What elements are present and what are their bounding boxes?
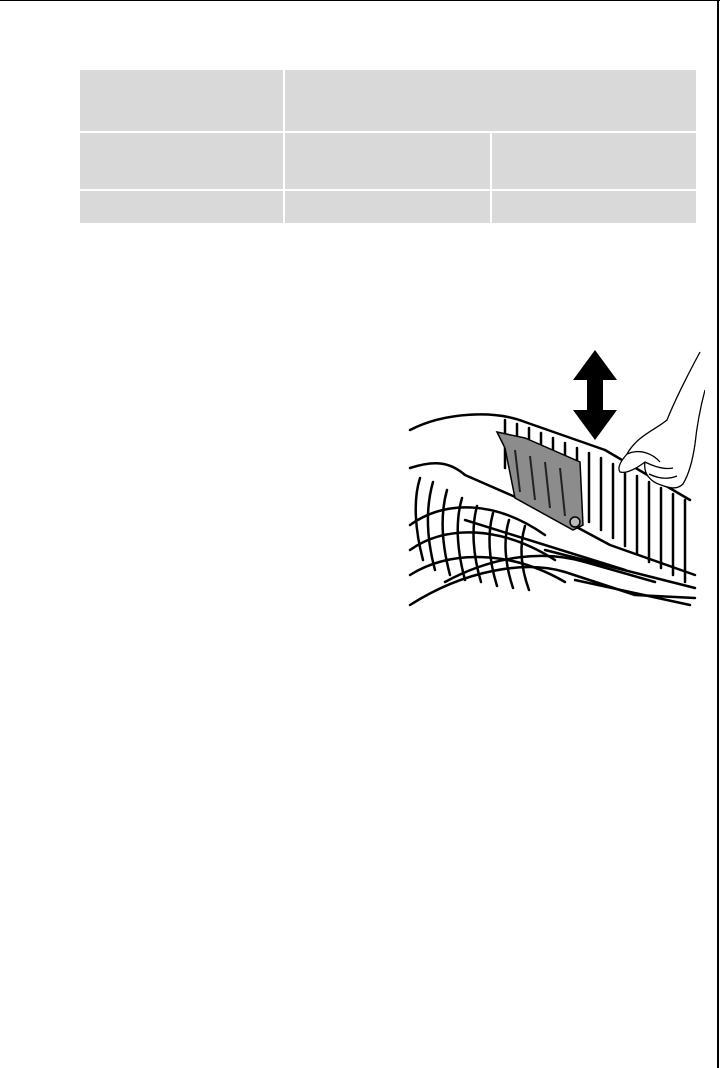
table-cell	[492, 191, 696, 223]
dish-rack-illustration	[405, 350, 705, 610]
page-edge-rule	[717, 0, 719, 1068]
table-cell	[80, 133, 283, 189]
table-cell	[80, 191, 283, 223]
table-cell	[492, 133, 696, 189]
table-header-cell	[80, 70, 283, 131]
table-cell	[285, 191, 490, 223]
page-top-rule	[0, 0, 720, 1]
spec-table	[80, 70, 696, 223]
hand-icon	[619, 352, 705, 488]
table-header-cell	[285, 70, 696, 131]
up-down-arrow-icon	[573, 350, 617, 440]
table-cell	[285, 133, 490, 189]
